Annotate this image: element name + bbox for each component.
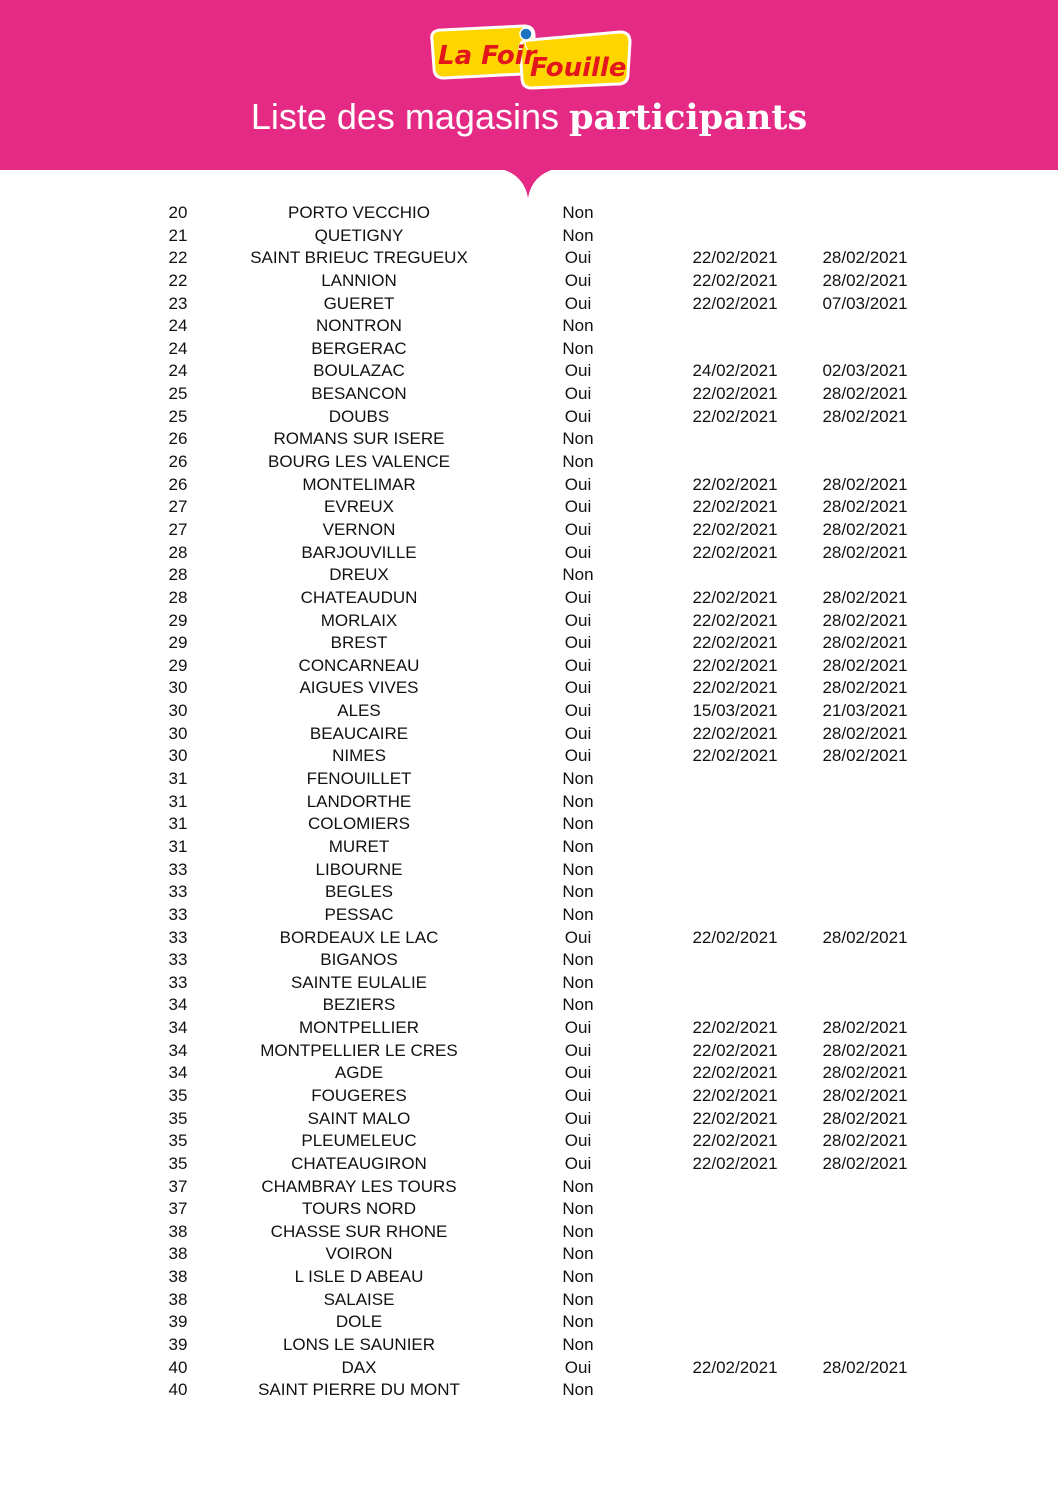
store-start-date: 22/02/2021 <box>692 1040 778 1060</box>
table-row <box>0 1130 1058 1153</box>
table-row <box>0 655 1058 678</box>
store-participation: Oui <box>564 1085 592 1105</box>
store-table <box>0 202 1058 1402</box>
store-dept: 26 <box>168 474 188 494</box>
store-dept: 31 <box>168 769 188 789</box>
store-start-date: 22/02/2021 <box>692 474 778 494</box>
store-end-date: 28/02/2021 <box>822 723 908 743</box>
store-name: LANNION <box>321 270 397 290</box>
store-participation: Oui <box>564 361 592 381</box>
store-name: CHASSE SUR RHONE <box>270 1221 448 1241</box>
table-row <box>0 542 1058 565</box>
store-end-date: 28/02/2021 <box>822 1018 908 1038</box>
table-row <box>0 1017 1058 1040</box>
store-participation: Non <box>562 1312 594 1332</box>
store-participation: Oui <box>564 384 592 404</box>
store-dept: 34 <box>168 1040 188 1060</box>
store-participation: Oui <box>564 1040 592 1060</box>
store-start-date: 22/02/2021 <box>692 610 778 630</box>
table-row <box>0 768 1058 791</box>
store-name: SAINT BRIEUC TREGUEUX <box>250 248 468 268</box>
store-name: CHAMBRAY LES TOURS <box>261 1176 457 1196</box>
store-dept: 26 <box>168 452 188 472</box>
title-light: Liste des magasins <box>250 96 559 137</box>
store-dept: 38 <box>168 1289 188 1309</box>
store-name: ALES <box>337 701 381 721</box>
logo-text-1: La Foir <box>438 41 537 71</box>
table-row <box>0 859 1058 882</box>
store-dept: 34 <box>168 1063 188 1083</box>
table-row <box>0 700 1058 723</box>
store-end-date: 28/02/2021 <box>822 384 908 404</box>
store-dept: 29 <box>168 633 188 653</box>
store-participation: Non <box>562 882 594 902</box>
table-row <box>0 1379 1058 1402</box>
store-participation: Oui <box>564 1131 592 1151</box>
store-end-date: 28/02/2021 <box>822 519 908 539</box>
store-end-date: 28/02/2021 <box>822 474 908 494</box>
table-row <box>0 949 1058 972</box>
table-row <box>0 994 1058 1017</box>
header-notch <box>498 168 558 200</box>
store-dept: 20 <box>168 203 188 222</box>
store-name: DOUBS <box>328 406 390 426</box>
table-row <box>0 1266 1058 1289</box>
store-participation: Non <box>562 203 594 222</box>
table-row <box>0 202 1058 225</box>
store-start-date: 22/02/2021 <box>692 678 778 698</box>
table-row <box>0 1311 1058 1334</box>
table-row <box>0 881 1058 904</box>
store-participation: Oui <box>564 610 592 630</box>
table-row <box>0 587 1058 610</box>
la-foir-fouille-logo <box>428 22 632 90</box>
store-dept: 33 <box>168 927 188 947</box>
store-name: CONCARNEAU <box>298 655 420 675</box>
table-row <box>0 451 1058 474</box>
store-name: CHATEAUGIRON <box>291 1153 427 1173</box>
store-participation: Non <box>562 904 594 924</box>
store-name: TOURS NORD <box>302 1199 416 1219</box>
table-row <box>0 383 1058 406</box>
table-row <box>0 474 1058 497</box>
store-name: MONTPELLIER <box>299 1018 419 1038</box>
page-title <box>0 94 1058 141</box>
store-participation: Non <box>562 950 594 970</box>
store-end-date: 28/02/2021 <box>822 678 908 698</box>
store-end-date: 07/03/2021 <box>822 293 908 313</box>
store-dept: 22 <box>168 248 188 268</box>
store-dept: 33 <box>168 904 188 924</box>
store-start-date: 22/02/2021 <box>692 1018 778 1038</box>
store-name: DAX <box>341 1357 377 1377</box>
table-row <box>0 338 1058 361</box>
store-name: COLOMIERS <box>307 814 411 834</box>
store-start-date: 22/02/2021 <box>692 1108 778 1128</box>
store-name: LONS LE SAUNIER <box>282 1335 436 1355</box>
store-dept: 33 <box>168 882 188 902</box>
store-dept: 39 <box>168 1335 188 1355</box>
store-start-date: 22/02/2021 <box>692 746 778 766</box>
store-name: DOLE <box>335 1312 383 1332</box>
store-end-date: 28/02/2021 <box>822 270 908 290</box>
store-end-date: 28/02/2021 <box>822 248 908 268</box>
table-row <box>0 1357 1058 1380</box>
store-participation: Oui <box>564 1153 592 1173</box>
table-row <box>0 745 1058 768</box>
table-row <box>0 1334 1058 1357</box>
store-name: BREST <box>330 633 388 653</box>
store-participation: Non <box>562 995 594 1015</box>
store-participation: Oui <box>564 1357 592 1377</box>
store-dept: 35 <box>168 1085 188 1105</box>
store-end-date: 28/02/2021 <box>822 1108 908 1128</box>
table-row <box>0 723 1058 746</box>
store-start-date: 22/02/2021 <box>692 655 778 675</box>
store-end-date: 28/02/2021 <box>822 746 908 766</box>
store-name: CHATEAUDUN <box>300 587 418 607</box>
store-end-date: 28/02/2021 <box>822 655 908 675</box>
store-end-date: 02/03/2021 <box>822 361 908 381</box>
store-participation: Non <box>562 316 594 336</box>
store-participation: Oui <box>564 927 592 947</box>
title-bold: participants <box>569 97 808 138</box>
store-participation: Oui <box>564 542 592 562</box>
table-row <box>0 293 1058 316</box>
store-end-date: 28/02/2021 <box>822 1063 908 1083</box>
store-dept: 27 <box>168 519 188 539</box>
store-name: SAINTE EULALIE <box>290 972 428 992</box>
table-row <box>0 1243 1058 1266</box>
table-row <box>0 247 1058 270</box>
store-dept: 35 <box>168 1131 188 1151</box>
store-start-date: 22/02/2021 <box>692 519 778 539</box>
store-end-date: 28/02/2021 <box>822 1040 908 1060</box>
store-end-date: 28/02/2021 <box>822 497 908 517</box>
store-dept: 30 <box>168 746 188 766</box>
store-dept: 21 <box>168 225 188 245</box>
store-participation: Oui <box>564 1108 592 1128</box>
table-row <box>0 610 1058 633</box>
store-participation: Oui <box>564 406 592 426</box>
table-row <box>0 1085 1058 1108</box>
store-dept: 37 <box>168 1176 188 1196</box>
table-row <box>0 315 1058 338</box>
store-start-date: 22/02/2021 <box>692 406 778 426</box>
store-end-date: 28/02/2021 <box>822 406 908 426</box>
store-start-date: 22/02/2021 <box>692 633 778 653</box>
store-end-date: 28/02/2021 <box>822 1153 908 1173</box>
store-name: BORDEAUX LE LAC <box>279 927 439 947</box>
store-participation: Non <box>562 429 594 449</box>
store-dept: 31 <box>168 836 188 856</box>
store-start-date: 22/02/2021 <box>692 1085 778 1105</box>
store-end-date: 28/02/2021 <box>822 1357 908 1377</box>
store-end-date: 28/02/2021 <box>822 633 908 653</box>
store-dept: 23 <box>168 293 188 313</box>
table-row <box>0 564 1058 587</box>
store-dept: 38 <box>168 1221 188 1241</box>
table-row <box>0 519 1058 542</box>
store-participation: Oui <box>564 655 592 675</box>
store-participation: Oui <box>564 248 592 268</box>
store-start-date: 22/02/2021 <box>692 248 778 268</box>
store-dept: 29 <box>168 655 188 675</box>
store-end-date: 28/02/2021 <box>822 542 908 562</box>
store-name: NIMES <box>332 746 386 766</box>
store-participation: Oui <box>564 1063 592 1083</box>
store-name: BARJOUVILLE <box>301 542 417 562</box>
store-name: SALAISE <box>323 1289 395 1309</box>
store-end-date: 28/02/2021 <box>822 587 908 607</box>
store-participation: Non <box>562 769 594 789</box>
store-participation: Non <box>562 225 594 245</box>
store-participation: Oui <box>564 633 592 653</box>
store-name: BEZIERS <box>322 995 396 1015</box>
store-name: QUETIGNY <box>314 225 404 245</box>
store-name: AIGUES VIVES <box>299 678 419 698</box>
store-dept: 37 <box>168 1199 188 1219</box>
store-dept: 25 <box>168 406 188 426</box>
store-start-date: 22/02/2021 <box>692 542 778 562</box>
table-row <box>0 1153 1058 1176</box>
store-start-date: 22/02/2021 <box>692 293 778 313</box>
store-name: ROMANS SUR ISERE <box>273 429 445 449</box>
table-row <box>0 904 1058 927</box>
store-name: BEGLES <box>324 882 394 902</box>
store-dept: 35 <box>168 1153 188 1173</box>
store-name: BERGERAC <box>311 338 407 358</box>
store-start-date: 15/03/2021 <box>692 701 778 721</box>
table-row <box>0 360 1058 383</box>
store-start-date: 24/02/2021 <box>692 361 778 381</box>
store-participation: Oui <box>564 519 592 539</box>
store-name: BIGANOS <box>320 950 398 970</box>
store-participation: Non <box>562 452 594 472</box>
store-participation: Non <box>562 814 594 834</box>
table-row <box>0 1062 1058 1085</box>
store-start-date: 22/02/2021 <box>692 497 778 517</box>
store-dept: 29 <box>168 610 188 630</box>
store-dept: 33 <box>168 972 188 992</box>
store-dept: 38 <box>168 1267 188 1287</box>
store-start-date: 22/02/2021 <box>692 1153 778 1173</box>
store-name: LANDORTHE <box>306 791 412 811</box>
store-start-date: 22/02/2021 <box>692 384 778 404</box>
store-start-date: 22/02/2021 <box>692 1131 778 1151</box>
store-name: BEAUCAIRE <box>309 723 409 743</box>
store-dept: 34 <box>168 995 188 1015</box>
balloon-icon <box>520 28 532 40</box>
store-name: NONTRON <box>316 316 402 336</box>
store-name: VERNON <box>322 519 396 539</box>
table-row <box>0 496 1058 519</box>
store-name: PLEUMELEUC <box>301 1131 417 1151</box>
store-name: MONTELIMAR <box>302 474 416 494</box>
table-row <box>0 1176 1058 1199</box>
store-name: PESSAC <box>324 904 394 924</box>
store-dept: 28 <box>168 542 188 562</box>
store-dept: 24 <box>168 316 188 336</box>
table-row <box>0 270 1058 293</box>
table-row <box>0 1108 1058 1131</box>
store-participation: Non <box>562 1289 594 1309</box>
store-dept: 26 <box>168 429 188 449</box>
table-row <box>0 406 1058 429</box>
logo-text-2: Fouille <box>530 53 627 83</box>
store-participation: Non <box>562 1380 594 1400</box>
store-participation: Oui <box>564 678 592 698</box>
store-dept: 34 <box>168 1018 188 1038</box>
store-participation: Non <box>562 791 594 811</box>
table-row <box>0 972 1058 995</box>
table-row <box>0 1198 1058 1221</box>
store-name: SAINT PIERRE DU MONT <box>258 1380 460 1400</box>
store-end-date: 28/02/2021 <box>822 1131 908 1151</box>
store-start-date: 22/02/2021 <box>692 270 778 290</box>
store-dept: 24 <box>168 338 188 358</box>
table-row <box>0 428 1058 451</box>
store-end-date: 21/03/2021 <box>822 701 908 721</box>
store-name: BESANCON <box>311 384 407 404</box>
store-participation: Oui <box>564 701 592 721</box>
store-participation: Non <box>562 1199 594 1219</box>
table-row <box>0 1040 1058 1063</box>
store-dept: 24 <box>168 361 188 381</box>
store-dept: 31 <box>168 814 188 834</box>
store-dept: 30 <box>168 723 188 743</box>
store-name: L ISLE D ABEAU <box>294 1267 424 1287</box>
store-dept: 39 <box>168 1312 188 1332</box>
store-name: DREUX <box>329 565 389 585</box>
store-name: MORLAIX <box>320 610 398 630</box>
store-dept: 30 <box>168 701 188 721</box>
store-participation: Oui <box>564 293 592 313</box>
store-dept: 40 <box>168 1380 188 1400</box>
store-participation: Non <box>562 1267 594 1287</box>
store-participation: Oui <box>564 474 592 494</box>
store-dept: 31 <box>168 791 188 811</box>
store-participation: Non <box>562 1335 594 1355</box>
store-dept: 22 <box>168 270 188 290</box>
store-participation: Non <box>562 565 594 585</box>
store-name: MONTPELLIER LE CRES <box>260 1040 458 1060</box>
store-end-date: 28/02/2021 <box>822 1085 908 1105</box>
store-name: SAINT MALO <box>307 1108 411 1128</box>
store-name: LIBOURNE <box>315 859 403 879</box>
table-row <box>0 1289 1058 1312</box>
table-row <box>0 225 1058 248</box>
table-row <box>0 677 1058 700</box>
store-name: BOURG LES VALENCE <box>267 452 451 472</box>
table-row <box>0 791 1058 814</box>
table-row <box>0 632 1058 655</box>
store-name: EVREUX <box>324 497 394 517</box>
store-participation: Non <box>562 1176 594 1196</box>
store-participation: Oui <box>564 746 592 766</box>
store-participation: Oui <box>564 587 592 607</box>
store-participation: Oui <box>564 1018 592 1038</box>
store-dept: 27 <box>168 497 188 517</box>
store-dept: 35 <box>168 1108 188 1128</box>
store-dept: 25 <box>168 384 188 404</box>
store-start-date: 22/02/2021 <box>692 723 778 743</box>
store-dept: 40 <box>168 1357 188 1377</box>
store-name: VOIRON <box>325 1244 393 1264</box>
store-name: MURET <box>328 836 390 856</box>
store-participation: Non <box>562 338 594 358</box>
store-start-date: 22/02/2021 <box>692 587 778 607</box>
store-dept: 33 <box>168 950 188 970</box>
table-row <box>0 927 1058 950</box>
store-participation: Non <box>562 1244 594 1264</box>
store-end-date: 28/02/2021 <box>822 610 908 630</box>
store-name: FENOUILLET <box>306 769 412 789</box>
store-dept: 28 <box>168 587 188 607</box>
store-participation: Non <box>562 836 594 856</box>
store-participation: Non <box>562 1221 594 1241</box>
store-participation: Oui <box>564 497 592 517</box>
table-row <box>0 813 1058 836</box>
store-participation: Oui <box>564 723 592 743</box>
store-participation: Non <box>562 859 594 879</box>
store-dept: 28 <box>168 565 188 585</box>
store-start-date: 22/02/2021 <box>692 1063 778 1083</box>
store-start-date: 22/02/2021 <box>692 1357 778 1377</box>
store-dept: 33 <box>168 859 188 879</box>
store-end-date: 28/02/2021 <box>822 927 908 947</box>
table-row <box>0 836 1058 859</box>
store-name: GUERET <box>323 293 395 313</box>
store-dept: 30 <box>168 678 188 698</box>
store-name: BOULAZAC <box>313 361 405 381</box>
store-name: FOUGERES <box>311 1085 407 1105</box>
store-dept: 38 <box>168 1244 188 1264</box>
store-name: PORTO VECCHIO <box>287 203 430 222</box>
store-participation: Oui <box>564 270 592 290</box>
store-participation: Non <box>562 972 594 992</box>
table-row <box>0 1221 1058 1244</box>
store-start-date: 22/02/2021 <box>692 927 778 947</box>
header-banner <box>0 0 1058 170</box>
store-name: AGDE <box>334 1063 384 1083</box>
